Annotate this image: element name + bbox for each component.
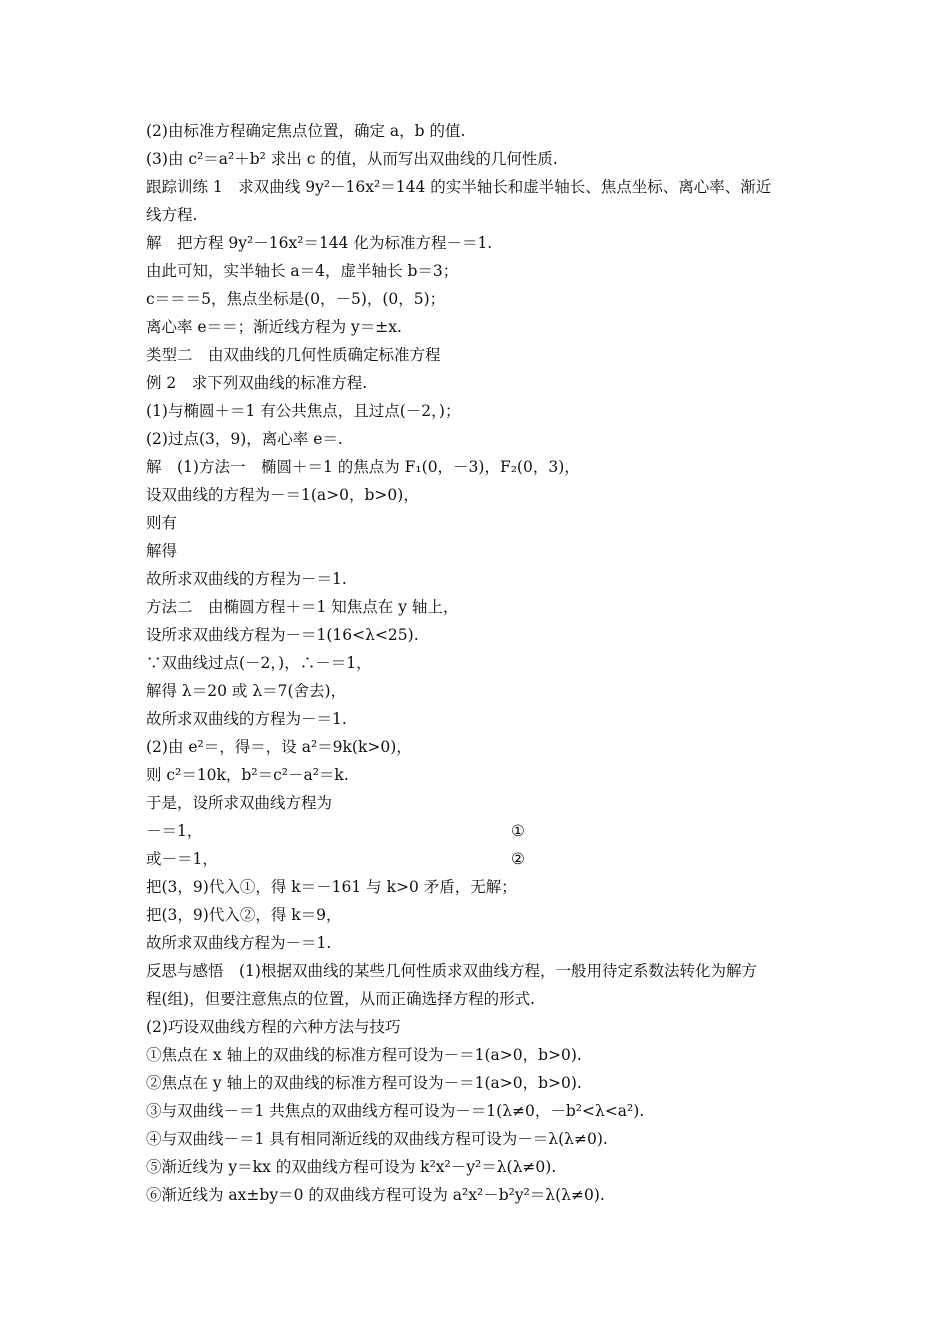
- text-line: (1)与椭圆＋＝1 有公共焦点，且过点(－2，)；: [146, 402, 461, 420]
- text-line: 跟踪训练 1 求双曲线 9y²－16x²＝144 的实半轴长和虚半轴长、焦点坐标、离心率、渐近: [146, 178, 772, 196]
- list-item: ②焦点在 y 轴上的双曲线的标准方程可设为－＝1(a>0，b>0).: [146, 1074, 582, 1092]
- text-line: 解 把方程 9y²－16x²＝144 化为标准方程－＝1.: [146, 234, 493, 252]
- text-line: 由此可知，实半轴长 a＝4，虚半轴长 b＝3；: [146, 262, 459, 280]
- text-line: 把(3，9)代入①，得 k＝－161 与 k>0 矛盾，无解；: [146, 878, 517, 896]
- text-line: 故所求双曲线的方程为－＝1.: [146, 570, 347, 588]
- text-line: 解 (1)方法一 椭圆＋＝1 的焦点为 F₁(0，－3)，F₂(0，3)，: [146, 458, 580, 476]
- text-line: 则 c²＝10k，b²＝c²－a²＝k.: [146, 766, 349, 784]
- text-line: (3)由 c²＝a²＋b² 求出 c 的值，从而写出双曲线的几何性质.: [146, 150, 558, 168]
- text-line: 于是，设所求双曲线方程为: [146, 794, 333, 812]
- text-line: ∵双曲线过点(－2，)，∴－＝1，: [146, 654, 372, 672]
- text-line: (2)由标准方程确定焦点位置，确定 a，b 的值.: [146, 122, 466, 140]
- text-line: 设所求双曲线方程为－＝1(16<λ<25).: [146, 626, 419, 644]
- equation-line: 或－＝1，: [146, 850, 218, 868]
- text-line: 解得: [146, 542, 178, 560]
- section-heading: 类型二 由双曲线的几何性质确定标准方程: [146, 346, 441, 364]
- text-line: 解得 λ＝20 或 λ＝7(舍去)，: [146, 682, 347, 700]
- text-line: 故所求双曲线方程为－＝1.: [146, 934, 332, 952]
- text-line: 则有: [146, 514, 178, 532]
- list-item: ④与双曲线－＝1 具有相同渐近线的双曲线方程可设为－＝λ(λ≠0).: [146, 1130, 608, 1148]
- text-line: 设双曲线的方程为－＝1(a>0，b>0)，: [146, 486, 419, 504]
- list-item: ③与双曲线－＝1 共焦点的双曲线方程可设为－＝1(λ≠0，－b²<λ<a²).: [146, 1102, 645, 1120]
- text-line: 故所求双曲线的方程为－＝1.: [146, 710, 347, 728]
- equation-line: －＝1，: [146, 822, 203, 840]
- text-line: 线方程.: [146, 206, 198, 224]
- text-line: 把(3，9)代入②，得 k＝9，: [146, 906, 342, 924]
- equation-number: ①: [511, 822, 525, 840]
- list-item: ⑤渐近线为 y＝kx 的双曲线方程可设为 k²x²－y²＝λ(λ≠0).: [146, 1158, 557, 1176]
- text-line: 反思与感悟 (1)根据双曲线的某些几何性质求双曲线方程，一般用待定系数法转化为解方: [146, 962, 757, 980]
- text-line: 离心率 e＝＝；渐近线方程为 y＝±x.: [146, 318, 402, 336]
- text-line: 程(组)，但要注意焦点的位置，从而正确选择方程的形式.: [146, 990, 536, 1008]
- text-line: (2)巧设双曲线方程的六种方法与技巧: [146, 1018, 401, 1036]
- list-item: ⑥渐近线为 ax±by＝0 的双曲线方程可设为 a²x²－b²y²＝λ(λ≠0).: [146, 1186, 605, 1204]
- text-line: (2)过点(3，9)，离心率 e＝.: [146, 430, 343, 448]
- text-line: c＝＝＝5，焦点坐标是(0，－5)，(0，5)；: [146, 290, 446, 308]
- text-line: 方法二 由椭圆方程＋＝1 知焦点在 y 轴上，: [146, 598, 459, 616]
- list-item: ①焦点在 x 轴上的双曲线的标准方程可设为－＝1(a>0，b>0).: [146, 1046, 582, 1064]
- text-line: (2)由 e²＝，得＝，设 a²＝9k(k>0)，: [146, 738, 412, 756]
- example-heading: 例 2 求下列双曲线的标准方程.: [146, 374, 368, 392]
- equation-number: ②: [511, 850, 525, 868]
